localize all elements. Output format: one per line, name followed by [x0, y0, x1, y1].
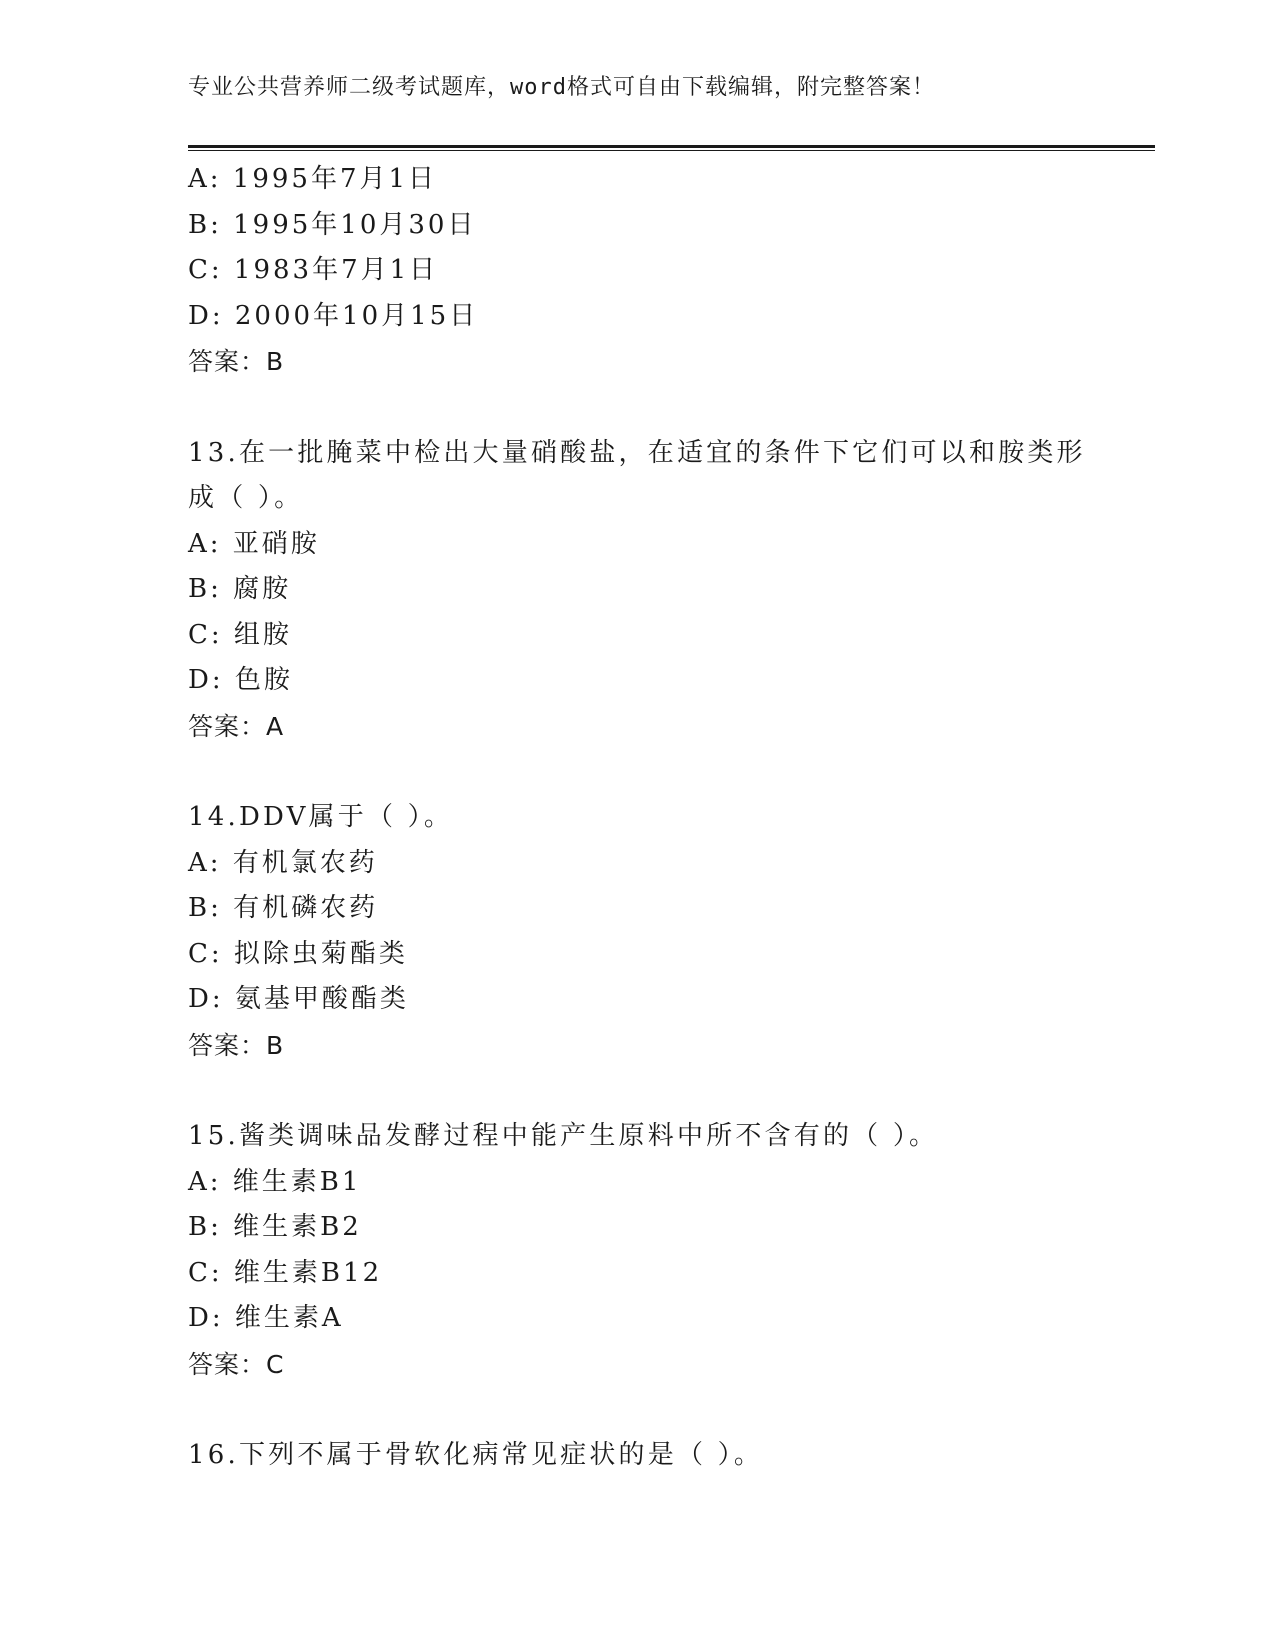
header-rule-thin	[188, 150, 1155, 151]
question-13	[188, 431, 1148, 750]
question-12	[188, 157, 1148, 385]
answer: 答案：B	[188, 347, 285, 376]
spacer	[188, 385, 1148, 431]
option-b: B: 有机磷农药	[188, 893, 379, 923]
spacer	[188, 1387, 1148, 1433]
option-b: B: 1995年10月30日	[188, 209, 477, 240]
question-stem: 15.酱类调味品发酵过程中能产生原料中所不含有的（ ）。	[188, 1121, 939, 1151]
question-stem-line-2: 成（ ）。	[188, 483, 304, 513]
option-a: A: 1995年7月1日	[188, 164, 438, 194]
answer: 答案：B	[188, 1030, 285, 1060]
spacer	[188, 1068, 1148, 1114]
answer: 答案：A	[188, 711, 285, 741]
question-16	[188, 1433, 1148, 1479]
option-d: D: 2000年10月15日	[188, 300, 479, 331]
question-14	[188, 795, 1148, 1068]
page-header: 专业公共营养师二级考试题库，word格式可自由下载编辑，附完整答案！	[188, 75, 935, 100]
option-c: C: 维生素B12	[188, 1257, 383, 1288]
question-stem: 16.下列不属于骨软化病常见症状的是（ ）。	[188, 1440, 764, 1470]
option-c: C: 拟除虫菊酯类	[188, 938, 408, 969]
option-b: B: 腐胺	[188, 574, 292, 604]
question-stem: 14.DDV属于（ ）。	[188, 802, 454, 832]
answer: 答案：C	[188, 1349, 285, 1379]
option-d: D: 维生素A	[188, 1303, 344, 1333]
header-rule-thick	[188, 145, 1155, 148]
document-content	[188, 157, 1148, 1479]
question-15	[188, 1114, 1148, 1387]
option-a: A: 亚硝胺	[188, 528, 320, 559]
option-a: A: 有机氯农药	[188, 847, 378, 878]
option-c: C: 组胺	[188, 619, 292, 650]
option-b: B: 维生素B2	[188, 1212, 362, 1242]
option-d: D: 色胺	[188, 665, 293, 695]
question-stem-line-1: 13.在一批腌菜中检出大量硝酸盐，在适宜的条件下它们可以和胺类形	[188, 437, 1086, 468]
option-c: C: 1983年7月1日	[188, 255, 439, 285]
spacer	[188, 749, 1148, 795]
option-d: D: 氨基甲酸酯类	[188, 984, 409, 1014]
option-a: A: 维生素B1	[188, 1166, 362, 1197]
